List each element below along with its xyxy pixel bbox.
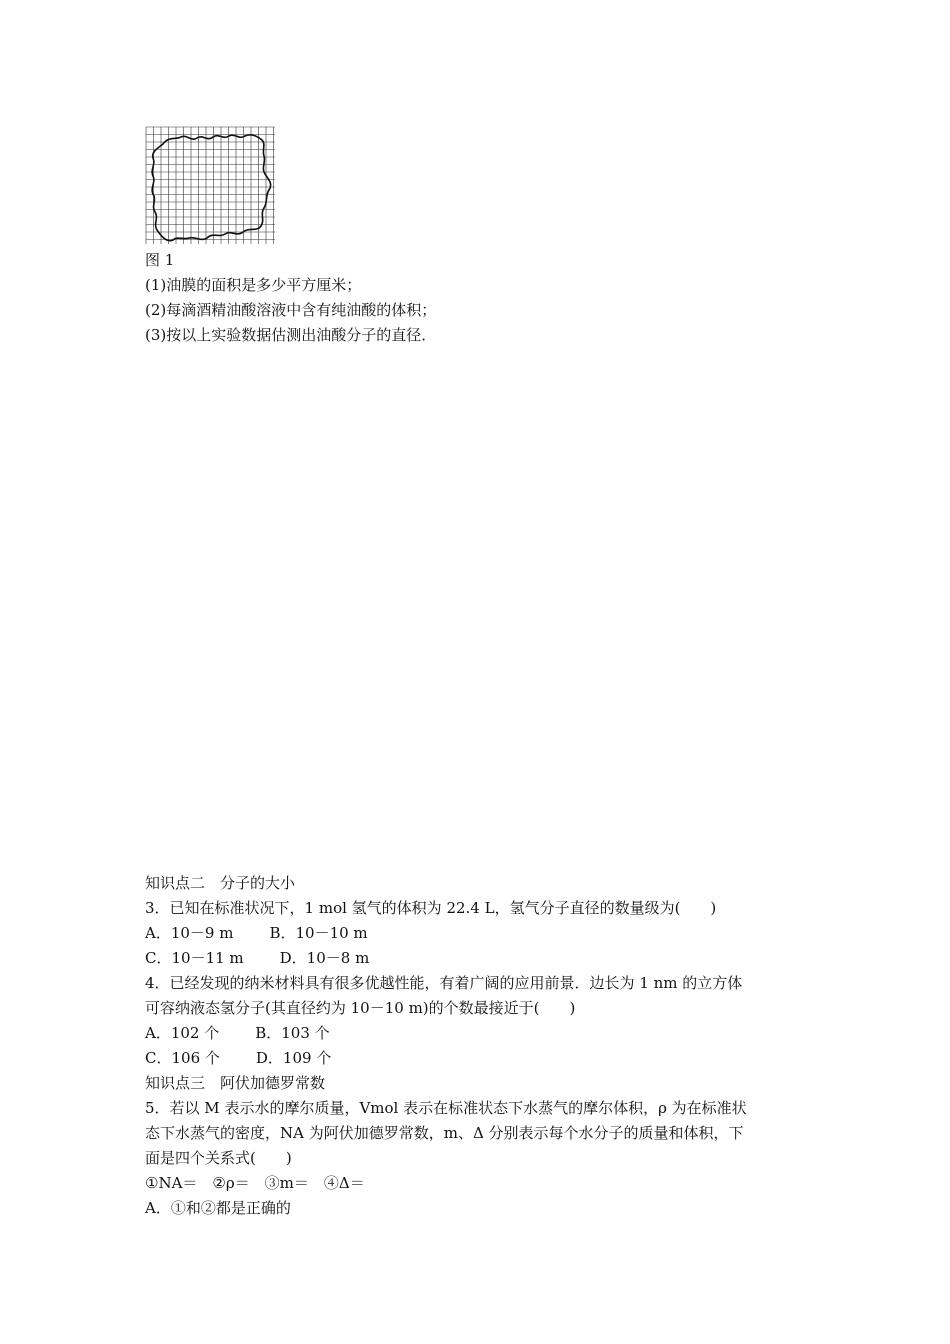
option-b: B．103 个 — [255, 1024, 330, 1042]
section-heading-avogadro: 知识点三 阿伏加德罗常数 — [145, 1074, 326, 1092]
option-c: C．10－11 m — [145, 949, 244, 967]
question-4-stem-line-1: 4．已经发现的纳米材料具有很多优越性能，有着广阔的应用前景．边长为 1 nm 的立方体 — [145, 974, 743, 992]
question-part-1: (1)油膜的面积是多少平方厘米； — [145, 276, 362, 294]
question-3-options-row-1 — [145, 923, 368, 943]
oil-film-grid-figure — [145, 126, 277, 246]
question-3-options-row-2 — [145, 948, 369, 968]
question-5-line-1: 5．若以 M 表示水的摩尔质量，Vmol 表示在标准状态下水蒸气的摩尔体积，ρ 为在标准状 — [145, 1099, 747, 1117]
option-d: D．109 个 — [255, 1049, 332, 1067]
question-5-line-2: 态下水蒸气的密度，NA 为阿伏加德罗常数，m、Δ 分别表示每个水分子的质量和体积，下 — [145, 1124, 744, 1142]
question-5-line-3: 面是四个关系式( ) — [145, 1149, 292, 1167]
question-3-stem: 3．已知在标准状况下，1 mol 氢气的体积为 22.4 L，氢气分子直径的数量级为( ) — [145, 899, 717, 917]
option-a: A．10－9 m — [145, 924, 234, 942]
grid — [146, 127, 275, 244]
question-part-2: (2)每滴酒精油酸溶液中含有纯油酸的体积； — [145, 301, 437, 319]
question-4-stem-line-2: 可容纳液态氢分子(其直径约为 10－10 m)的个数最接近于( ) — [145, 999, 576, 1017]
figure-caption: 图 1 — [145, 251, 175, 269]
option-a: A．102 个 — [145, 1024, 220, 1042]
option-c: C．106 个 — [145, 1049, 220, 1067]
section-heading-molecule-size: 知识点二 分子的大小 — [145, 874, 296, 892]
question-4-options-row-1 — [145, 1023, 330, 1043]
question-5-option-a: A．①和②都是正确的 — [145, 1199, 291, 1217]
question-4-options-row-2 — [145, 1048, 331, 1068]
option-b: B．10－10 m — [269, 924, 368, 942]
question-5-relations: ①NA＝ ②ρ＝ ③m＝ ④Δ＝ — [145, 1174, 365, 1192]
oil-film-outline — [152, 135, 271, 241]
option-d: D．10－8 m — [279, 949, 370, 967]
question-part-3: (3)按以上实验数据估测出油酸分子的直径． — [145, 326, 437, 344]
